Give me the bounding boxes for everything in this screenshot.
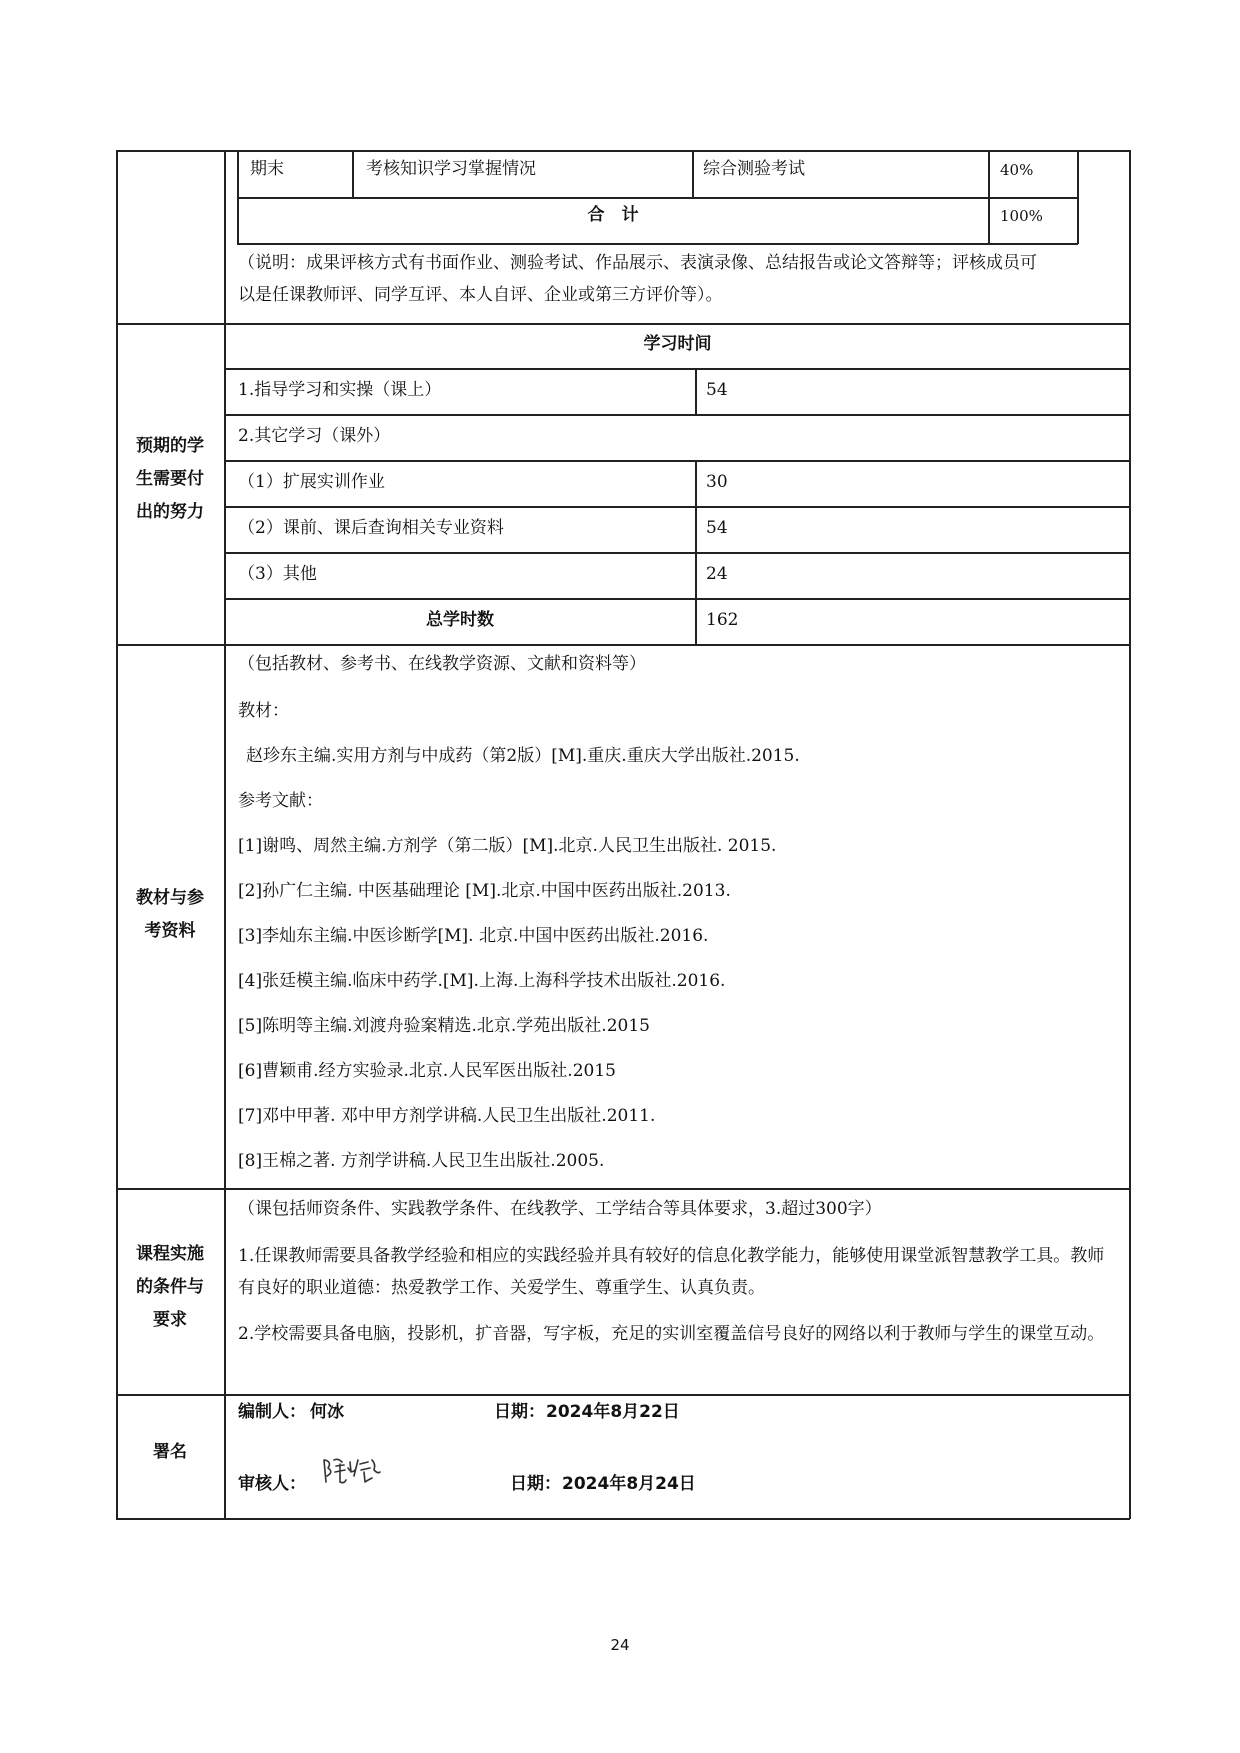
assessment-final-weight: 40% <box>1000 161 1034 179</box>
effort-section-label <box>116 430 224 529</box>
assessment-col-divider-2 <box>692 150 694 198</box>
conditions-label-line-2: 的条件与 <box>136 1277 204 1297</box>
reviewer-handwritten-signature <box>320 1452 384 1492</box>
effort-value-divider-a <box>695 368 697 415</box>
assessment-col-divider-1 <box>352 150 354 198</box>
effort-label-line-2: 生需要付 <box>136 469 204 489</box>
effort-row-5-label: （3）其他 <box>238 564 317 584</box>
effort-label-line-3: 出的努力 <box>136 502 204 522</box>
effort-row-line-1 <box>224 368 1130 370</box>
effort-header: 学习时间 <box>643 334 712 354</box>
compiler-label: 编制人： <box>238 1402 306 1422</box>
effort-row-3-value: 30 <box>706 472 728 492</box>
materials-section-top <box>116 644 1130 646</box>
reference-1: [1]谢鸣、周然主编.方剂学（第二版）[M].北京.人民卫生出版社. 2015. <box>238 836 777 856</box>
effort-value-divider-b <box>695 460 697 645</box>
conditions-section-top <box>116 1188 1130 1190</box>
conditions-label-line-1: 课程实施 <box>136 1244 204 1264</box>
conditions-item-2: 2.学校需要具备电脑，投影机，扩音器，写字板，充足的实训室覆盖信号良好的网络以利于教师与学生的课堂互动。 <box>238 1324 1105 1344</box>
review-date: 2024年8月24日 <box>562 1474 696 1494</box>
assessment-inner-right <box>1077 150 1079 244</box>
assessment-note-line-1: （说明：成果评核方式有书面作业、测验考试、作品展示、表演录像、总结报告或论文答辩等；评核成员可 <box>238 253 1037 273</box>
effort-row-4-value: 54 <box>706 518 728 538</box>
materials-section-label <box>116 882 224 948</box>
effort-label-line-1: 预期的学 <box>136 436 204 456</box>
label-column-divider <box>224 150 226 1519</box>
effort-row-4-label: （2）课前、课后查询相关专业资料 <box>238 518 504 538</box>
signature-section-label: 署名 <box>153 1442 187 1462</box>
assessment-col-divider-3 <box>988 150 990 244</box>
effort-total-value: 162 <box>706 610 739 630</box>
assessment-total-label: 合 计 <box>587 205 639 225</box>
effort-row-line-4 <box>224 506 1130 508</box>
page-number: 24 <box>610 1636 630 1654</box>
assessment-inner-bottom <box>237 243 1078 245</box>
conditions-section-label <box>116 1238 224 1337</box>
effort-row-line-2 <box>224 414 1130 416</box>
review-date-label: 日期： <box>510 1474 561 1494</box>
reference-6: [6]曹颖甫.经方实验录.北京.人民军医出版社.2015 <box>238 1061 616 1081</box>
signature-section-top <box>116 1394 1130 1396</box>
effort-row-2-label: 2.其它学习（课外） <box>238 426 391 446</box>
assessment-total-weight: 100% <box>1000 207 1043 225</box>
compile-date-label: 日期： <box>494 1402 545 1422</box>
reference-8: [8]王棉之著. 方剂学讲稿.人民卫生出版社.2005. <box>238 1151 605 1171</box>
materials-label-line-2: 考资料 <box>144 921 196 941</box>
compile-date: 2024年8月22日 <box>546 1402 680 1422</box>
assessment-final-stage: 期末 <box>250 159 284 179</box>
effort-section-top <box>116 323 1130 325</box>
reference-3: [3]李灿东主编.中医诊断学[M]. 北京.中国中医药出版社.2016. <box>238 926 709 946</box>
materials-refs-heading: 参考文献： <box>238 791 323 811</box>
effort-row-1-value: 54 <box>706 380 728 400</box>
conditions-intro: （课包括师资条件、实践教学条件、在线教学、工学结合等具体要求，3.超过300字） <box>238 1199 882 1219</box>
effort-row-line-5 <box>224 552 1130 554</box>
reviewer-label: 审核人： <box>238 1474 306 1494</box>
assessment-inner-left <box>237 150 239 244</box>
effort-row-1-label: 1.指导学习和实操（课上） <box>238 380 442 400</box>
conditions-label-line-3: 要求 <box>153 1310 187 1330</box>
assessment-final-method: 综合测验考试 <box>703 159 805 179</box>
reference-2: [2]孙广仁主编. 中医基础理论 [M].北京.中国中医药出版社.2013. <box>238 881 731 901</box>
materials-textbook: 赵珍东主编.实用方剂与中成药（第2版）[M].重庆.重庆大学出版社.2015. <box>246 746 800 766</box>
reference-7: [7]邓中甲著. 邓中甲方剂学讲稿.人民卫生出版社.2011. <box>238 1106 656 1126</box>
conditions-item-1: 1.任课教师需要具备教学经验和相应的实践经验并具有较好的信息化教学能力，能够使用课堂派智慧教学工具。教师有良好的职业道德：热爱教学工作、关爱学生、尊重学生、认真负责。 <box>238 1246 1105 1298</box>
assessment-final-content: 考核知识学习掌握情况 <box>366 159 536 179</box>
table-bottom-border <box>116 1518 1130 1520</box>
materials-label-line-1: 教材与参 <box>136 888 204 908</box>
assessment-inner-top <box>237 150 1078 152</box>
compiler-name: 何冰 <box>310 1402 344 1422</box>
reference-4: [4]张廷模主编.临床中药学.[M].上海.上海科学技术出版社.2016. <box>238 971 726 991</box>
effort-row-3-label: （1）扩展实训作业 <box>238 472 385 492</box>
table-right-border <box>1129 150 1131 1519</box>
assessment-inner-mid <box>237 197 1078 199</box>
effort-row-line-3 <box>224 460 1130 462</box>
assessment-note-line-2: 以是任课教师评、同学互评、本人自评、企业或第三方评价等）。 <box>238 285 723 305</box>
materials-textbook-heading: 教材： <box>238 701 289 721</box>
reference-5: [5]陈明等主编.刘渡舟验案精选.北京.学苑出版社.2015 <box>238 1016 650 1036</box>
effort-total-label: 总学时数 <box>426 610 494 630</box>
materials-intro: （包括教材、参考书、在线教学资源、文献和资料等） <box>238 654 646 674</box>
effort-row-5-value: 24 <box>706 564 728 584</box>
effort-row-line-6 <box>224 598 1130 600</box>
